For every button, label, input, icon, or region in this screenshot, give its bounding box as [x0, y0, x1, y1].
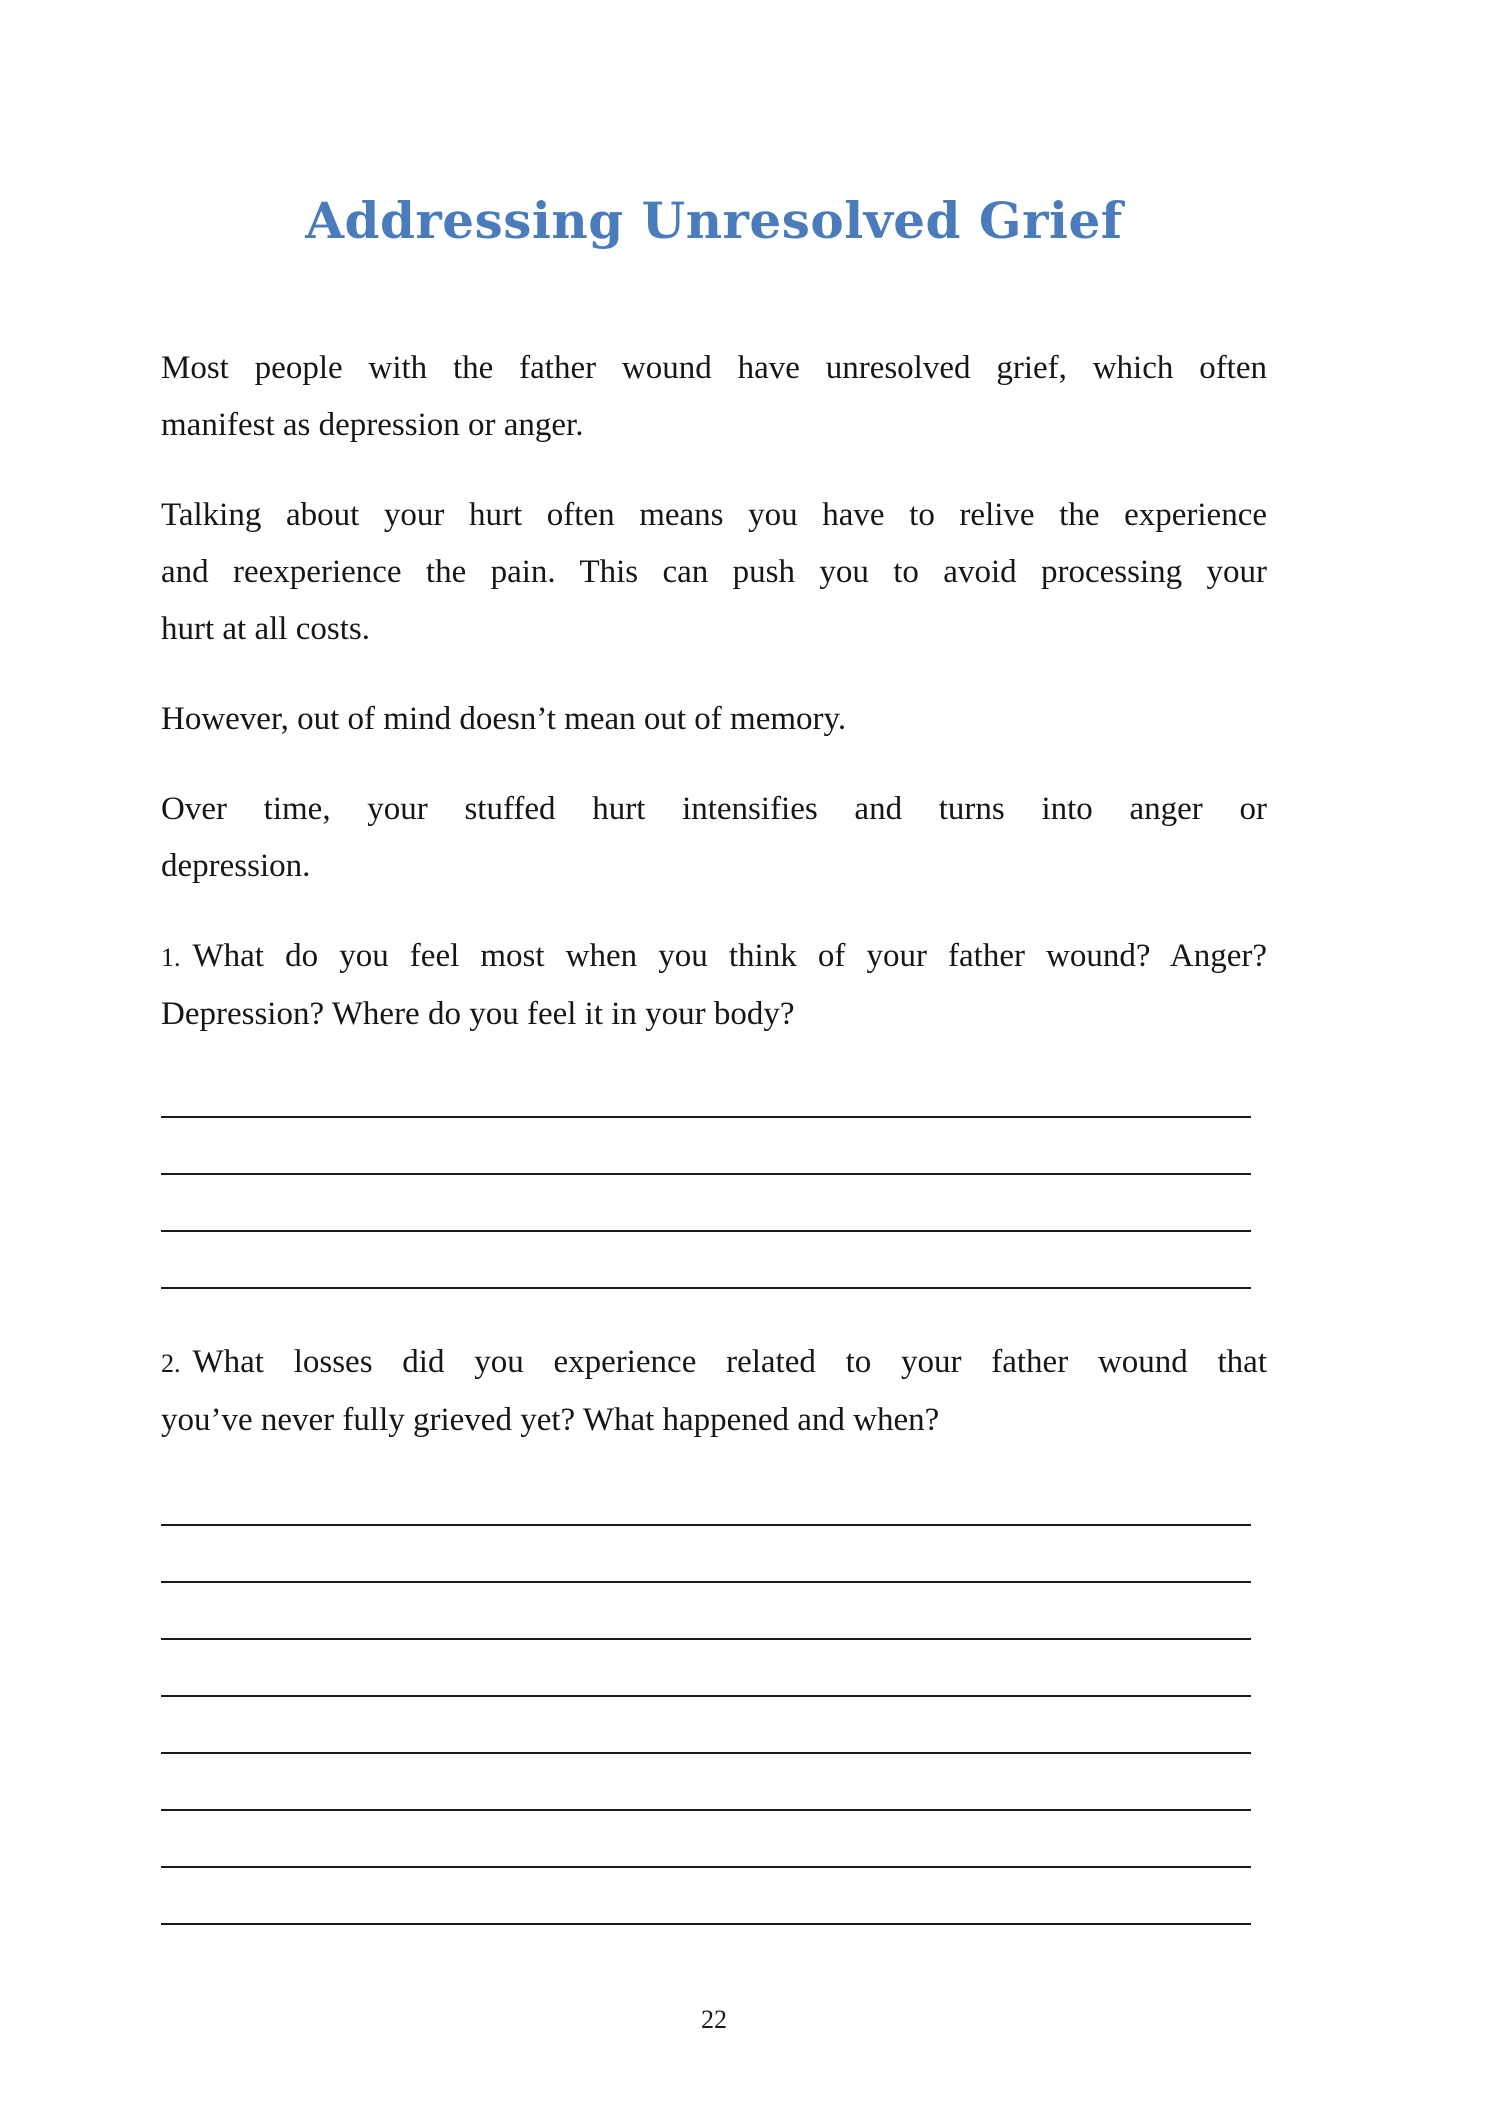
text-line: depression. [161, 848, 311, 884]
answer-lines-block [161, 1469, 1267, 1925]
question-line [161, 928, 1267, 986]
question [161, 928, 1267, 1043]
text-line: and reexperience the pain. This can push you to avoid processing your [161, 554, 1267, 590]
paragraph [161, 781, 1267, 895]
answer-line [161, 1469, 1251, 1526]
answer-line [161, 1061, 1251, 1118]
intro-paragraphs [161, 340, 1267, 895]
answer-lines-block [161, 1061, 1267, 1289]
answer-line [161, 1175, 1251, 1232]
answer-line [161, 1583, 1251, 1640]
questions-section [161, 928, 1267, 1925]
paragraph [161, 691, 1267, 748]
question-number: 2. [161, 1349, 181, 1378]
answer-line [161, 1811, 1251, 1868]
page-title: Addressing Unresolved Grief [305, 191, 1123, 250]
question [161, 1334, 1267, 1449]
question-text: What losses did you experience related to your father wound that [192, 1344, 1267, 1380]
page-number: 22 [701, 2005, 727, 2034]
question-number: 1. [161, 943, 181, 972]
paragraph [161, 340, 1267, 454]
answer-line [161, 1118, 1251, 1175]
answer-line [161, 1754, 1251, 1811]
answer-line [161, 1526, 1251, 1583]
question-line: Depression? Where do you feel it in your body? [161, 996, 795, 1032]
text-line: Most people with the father wound have unresolved grief, which often [161, 350, 1267, 386]
answer-line [161, 1697, 1251, 1754]
answer-line [161, 1640, 1251, 1697]
text-line: manifest as depression or anger. [161, 407, 584, 443]
answer-line [161, 1868, 1251, 1925]
text-line: hurt at all costs. [161, 611, 370, 647]
text-line: Talking about your hurt often means you have to relive the experience [161, 497, 1267, 533]
text-line: Over time, your stuffed hurt intensifies and turns into anger or [161, 791, 1267, 827]
question-text: What do you feel most when you think of your father wound? Anger? [192, 938, 1267, 974]
question-line [161, 1334, 1267, 1392]
paragraph [161, 487, 1267, 658]
question-line: you’ve never fully grieved yet? What happened and when? [161, 1402, 940, 1438]
page-content [161, 0, 1267, 2035]
text-line: However, out of mind doesn’t mean out of memory. [161, 701, 847, 737]
answer-line [161, 1232, 1251, 1289]
